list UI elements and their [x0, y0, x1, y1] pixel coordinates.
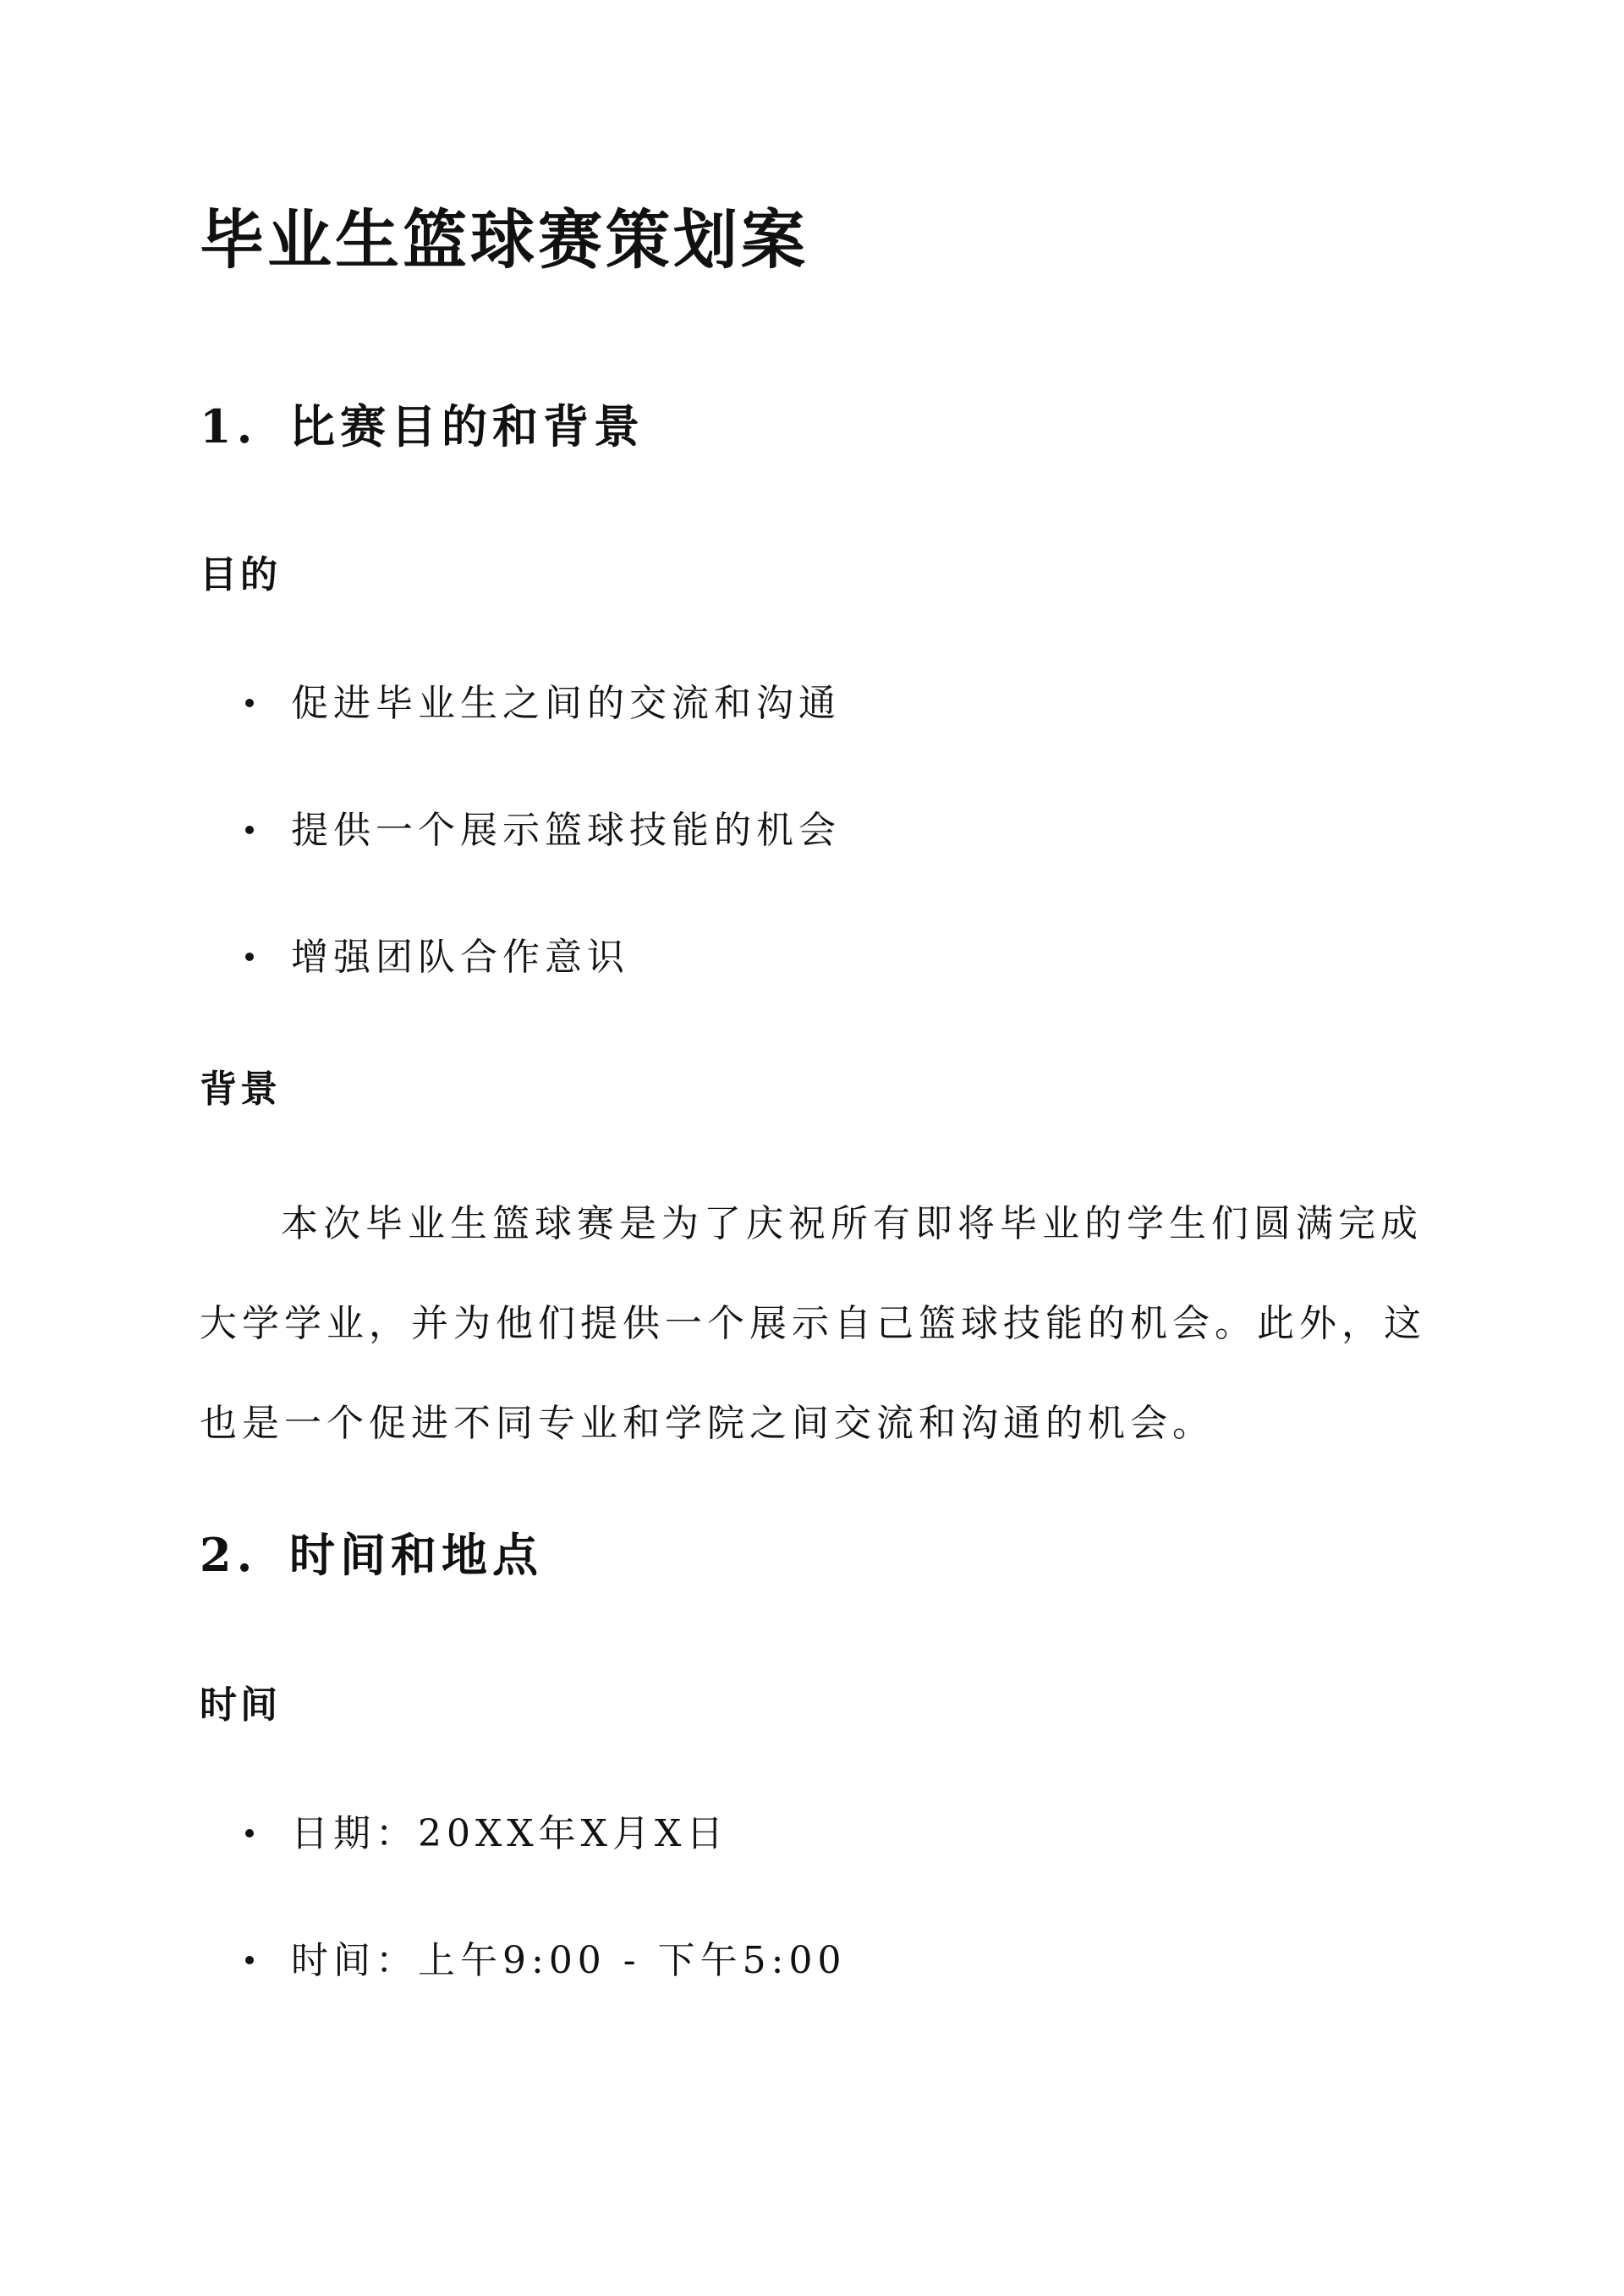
background-heading: 背景	[200, 1068, 281, 1111]
section-number-1: 1.	[200, 399, 258, 453]
time-heading: 时间	[200, 1684, 281, 1727]
bullet-icon	[245, 826, 254, 834]
list-item-text: 日期：20XX年X月X日	[291, 1812, 729, 1855]
section-heading-1	[200, 399, 645, 454]
bullet-icon	[245, 1829, 254, 1837]
section-title-2: 时间和地点	[289, 1528, 543, 1582]
list-item-text: 时间：上午9:00 - 下午5:00	[291, 1939, 847, 1982]
list-item	[245, 1939, 846, 1984]
bullet-icon	[245, 699, 254, 707]
bullet-icon	[245, 1956, 254, 1964]
list-item-text: 提供一个展示篮球技能的机会	[291, 809, 841, 852]
section-number-2: 2.	[200, 1528, 258, 1582]
list-item-text: 增强团队合作意识	[291, 936, 629, 979]
list-item	[245, 809, 841, 854]
purpose-heading: 目的	[200, 553, 281, 596]
background-paragraph: 本次毕业生篮球赛是为了庆祝所有即将毕业的学生们圆满完成大学学业，并为他们提供一个展示自己篮球技能的机会。此外，这也是一个促进不同专业和学院之间交流和沟通的机会。	[200, 1202, 1426, 1445]
list-item-text: 促进毕业生之间的交流和沟通	[291, 682, 841, 725]
list-item	[245, 936, 629, 980]
section-heading-2	[200, 1528, 543, 1583]
list-item	[245, 682, 841, 727]
bullet-icon	[245, 953, 254, 961]
list-item	[245, 1812, 728, 1857]
document-title: 毕业生篮球赛策划案	[200, 202, 809, 277]
section-title-1: 比赛目的和背景	[289, 399, 645, 453]
